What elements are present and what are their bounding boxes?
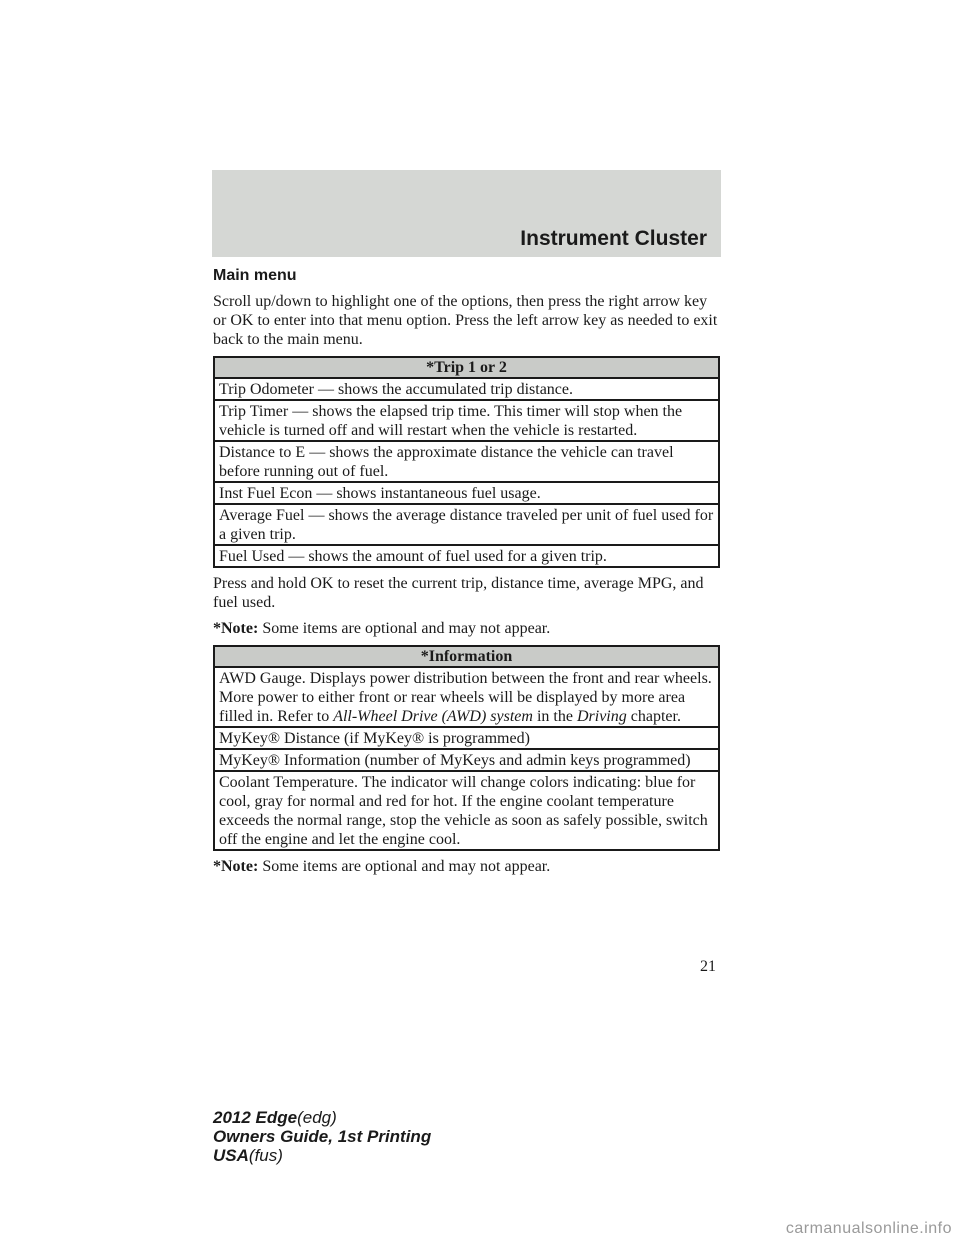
trip-table-header: *Trip 1 or 2 — [214, 357, 719, 378]
table-row-mykey-distance: MyKey® Distance (if MyKey® is programmed) — [214, 727, 719, 749]
trip-table — [213, 356, 720, 568]
table-row: Average Fuel — shows the average distance traveled per unit of fuel used for a given trip. — [214, 504, 719, 545]
section-title: Instrument Cluster — [520, 227, 707, 250]
table-row-coolant-temperature: Coolant Temperature. The indicator will change colors indicating: blue for cool, gray for normal and red for hot. If the engine coolant temperature exceeds the normal range, stop the vehicle as soon as safely possible, switch off the engine and let the engine cool. — [214, 771, 719, 850]
awd-text: AWD Gauge. Displays power distribution between the front and rear wheels. More power to either front or rear wheels will be displayed by more area filled in. Refer to — [219, 670, 712, 725]
table-row-mykey-information: MyKey® Information (number of MyKeys and admin keys programmed) — [214, 749, 719, 771]
page-number: 21 — [700, 958, 716, 975]
main-menu-intro: Scroll up/down to highlight one of the options, then press the right arrow key or OK to enter into that menu option. Press the left arrow key as needed to exit back to the main menu. — [213, 293, 718, 348]
note-label: *Note: — [213, 620, 259, 637]
reset-instructions: Press and hold OK to reset the current trip, distance time, average MPG, and fuel used. — [213, 575, 704, 611]
page-content — [213, 266, 721, 883]
table-row-awd-gauge — [214, 667, 719, 727]
table-row: Inst Fuel Econ — shows instantaneous fuel usage. — [214, 482, 719, 504]
awd-text-end: chapter. — [630, 708, 681, 725]
footer-model-code: (edg) — [297, 1108, 337, 1127]
driving-chapter-reference[interactable]: Driving — [576, 708, 627, 725]
footer-model: 2012 Edge — [213, 1108, 298, 1127]
footer-market-code: (fus) — [248, 1146, 283, 1165]
footer-print-info — [213, 1108, 431, 1165]
note-text: Some items are optional and may not appear. — [262, 858, 551, 875]
table-row: Distance to E — shows the approximate distance the vehicle can travel before running out of fuel. — [214, 441, 719, 482]
table-row: Trip Timer — shows the elapsed trip time. This timer will stop when the vehicle is turned off and will restart when the vehicle is restarted. — [214, 400, 719, 441]
awd-system-reference[interactable]: All-Wheel Drive (AWD) system — [333, 708, 533, 725]
footer-guide-edition: Owners Guide, 1st Printing — [213, 1127, 432, 1146]
information-table-header: *Information — [214, 646, 719, 667]
section-header-band — [212, 170, 721, 257]
information-table — [213, 645, 720, 851]
awd-text-middle: in the — [536, 708, 573, 725]
table-row: Fuel Used — shows the amount of fuel used for a given trip. — [214, 545, 719, 567]
watermark: carmanualsonline.info — [785, 1220, 952, 1237]
note-label: *Note: — [213, 858, 259, 875]
note-text: Some items are optional and may not appear. — [262, 620, 551, 637]
footer-market: USA — [213, 1146, 249, 1165]
main-menu-heading: Main menu — [213, 267, 297, 284]
table-row: Trip Odometer — shows the accumulated trip distance. — [214, 378, 719, 400]
note-optional-items-2 — [213, 857, 721, 876]
note-optional-items-1 — [213, 619, 721, 638]
